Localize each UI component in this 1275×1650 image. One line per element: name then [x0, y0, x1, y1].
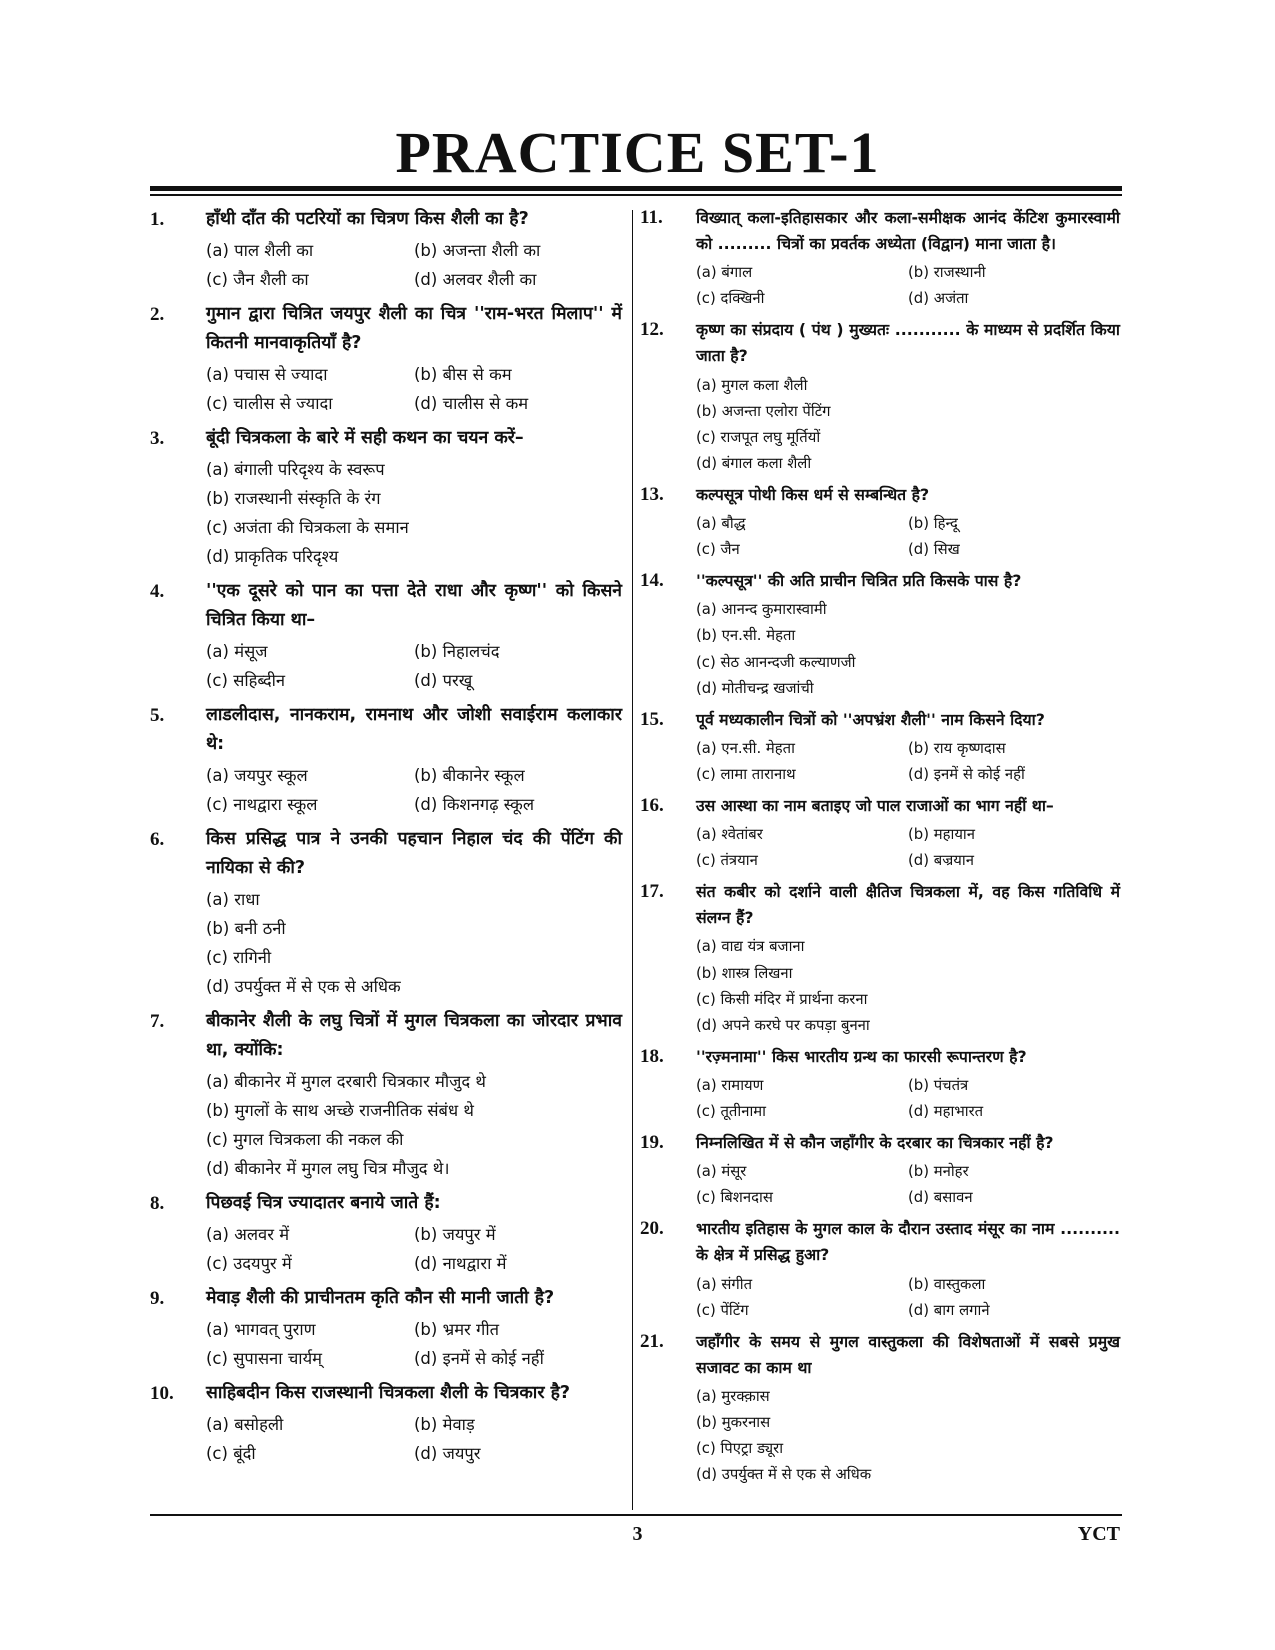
- answer-option: (d) मोतीचन्द्र खजांची: [696, 678, 814, 697]
- answer-option: (c) दक्खिनी: [696, 289, 765, 308]
- title-rule-thick: [150, 186, 1122, 191]
- question-block: [150, 424, 622, 571]
- answer-option: (b) शास्त्र लिखना: [696, 963, 793, 982]
- answer-option: (c) मुगल चित्रकला की नकल की: [206, 1130, 404, 1149]
- answer-options: [696, 372, 1120, 476]
- answer-options: [206, 1410, 622, 1468]
- answer-option: (d) महाभारत: [908, 1102, 984, 1120]
- question-number: 8.: [150, 1193, 165, 1214]
- answer-option: (b) पंचतंत्र: [908, 1075, 969, 1094]
- question-number: 12.: [640, 319, 664, 341]
- question-block: [150, 577, 622, 695]
- question-text: कल्पसूत्र पोथी किस धर्म से सम्बन्धित है?: [696, 484, 930, 504]
- answer-option: (a) अलवर में: [206, 1225, 290, 1244]
- answer-option: (a) आनन्द कुमारास्वामी: [696, 600, 827, 619]
- answer-option: (c) चालीस से ज्यादा: [206, 394, 333, 413]
- answer-option: (c) उदयपुर में: [206, 1254, 292, 1273]
- answer-option: (a) रामायण: [696, 1075, 764, 1094]
- answer-option: (a) मुगल कला शैली: [696, 375, 808, 394]
- answer-option: (b) हिन्दू: [908, 514, 958, 533]
- question-text: साहिबदीन किस राजस्थानी चित्रकला शैली के चित्रकार है?: [206, 1383, 571, 1403]
- answer-option: (c) बिशनदास: [696, 1188, 773, 1207]
- answer-options: [696, 821, 1120, 873]
- question-number: 7.: [150, 1011, 165, 1032]
- question-text: जहाँगीर के समय से मुगल वास्तुकला की विशेषताओं में सबसे प्रमुख सजावट का काम था: [696, 1331, 1120, 1377]
- question-text: विख्यात् कला-इतिहासकार और कला-समीक्षक आनंद केंटिश कुमारस्वामी को ......... चित्रों का प्रवर्तक अध्येता (विद्वान) माना जाता है।: [696, 208, 1120, 254]
- answer-option: (a) मुरक्क़ास: [696, 1386, 770, 1405]
- answer-option: (b) बीकानेर स्कूल: [414, 766, 525, 785]
- question-text: उस आस्था का नाम बताइए जो पाल राजाओं का भाग नहीं था–: [696, 795, 1054, 815]
- answer-option: (b) बनी ठनी: [206, 919, 286, 938]
- question-number: 16.: [640, 794, 664, 816]
- answer-options: [206, 1067, 622, 1183]
- question-number: 9.: [150, 1288, 165, 1309]
- question-text: संत कबीर को दर्शाने वाली क्षैतिज चित्रकला में, वह किस गतिविधि में संलग्न हैं?: [696, 882, 1120, 928]
- answer-options: [206, 1220, 622, 1278]
- answer-options: [696, 1383, 1120, 1487]
- answer-option: (d) अपने करघे पर कपड़ा बुनना: [696, 1015, 870, 1034]
- answer-option: (c) जैन: [696, 540, 740, 559]
- answer-option: (a) जयपुर स्कूल: [206, 766, 308, 785]
- question-block: [640, 1329, 1120, 1488]
- answer-option: (b) मेवाड़: [414, 1415, 475, 1434]
- answer-option: (d) बज्रयान: [908, 851, 974, 870]
- answer-option: (c) लामा तारानाथ: [696, 764, 796, 783]
- answer-options: [696, 735, 1120, 787]
- answer-option: (c) सुपासना चार्यम्: [206, 1349, 323, 1368]
- question-block: [640, 317, 1120, 476]
- page-number: 3: [632, 1523, 643, 1545]
- question-block: [150, 205, 622, 294]
- answer-option: (b) राय कृष्णदास: [908, 738, 1006, 757]
- question-number: 19.: [640, 1132, 664, 1154]
- question-number: 20.: [640, 1218, 664, 1240]
- publisher-mark: YCT: [1077, 1523, 1120, 1545]
- question-number: 3.: [150, 428, 165, 449]
- question-number: 4.: [150, 581, 165, 602]
- question-block: [640, 482, 1120, 562]
- answer-option: (d) अजंता: [908, 289, 969, 308]
- footer-rule: [150, 1514, 1122, 1516]
- answer-option: (d) इनमें से कोई नहीं: [908, 764, 1025, 783]
- question-text: बीकानेर शैली के लघु चित्रों में मुगल चित्रकला का जोरदार प्रभाव था, क्योंकि:: [206, 1011, 622, 1060]
- question-block: [640, 1216, 1120, 1322]
- question-number: 10.: [150, 1383, 174, 1404]
- answer-option: (d) बाग लगाने: [908, 1300, 990, 1319]
- answer-option: (c) तूतीनामा: [696, 1102, 767, 1120]
- answer-option: (d) बंगाल कला शैली: [696, 453, 812, 472]
- answer-option: (a) भागवत् पुराण: [206, 1320, 316, 1339]
- answer-options: [206, 761, 622, 819]
- answer-option: (d) उपर्युक्त में से एक से अधिक: [696, 1465, 872, 1484]
- answer-options: [696, 1158, 1120, 1210]
- question-block: [640, 707, 1120, 787]
- title-rule-thin: [150, 194, 1122, 196]
- answer-option: (c) किसी मंदिर में प्रार्थना करना: [696, 989, 868, 1008]
- answer-options: [696, 259, 1120, 311]
- answer-option: (b) वास्तुकला: [908, 1274, 986, 1293]
- answer-option: (d) परखू: [414, 671, 473, 690]
- right-question-column: [640, 205, 1120, 1493]
- answer-option: (b) मुकरनास: [696, 1413, 771, 1432]
- question-block: [150, 1379, 622, 1468]
- answer-options: [696, 1072, 1120, 1124]
- answer-option: (c) राजपूत लघु मूर्तियों: [696, 427, 821, 446]
- answer-option: (a) श्वेतांबर: [696, 825, 763, 844]
- column-divider: [632, 210, 633, 1510]
- question-number: 1.: [150, 209, 165, 230]
- answer-option: (b) जयपुर में: [414, 1225, 496, 1244]
- answer-option: (c) तंत्रयान: [696, 851, 758, 870]
- question-text: कृष्ण का संप्रदाय ( पंथ ) मुख्यतः ........... के माध्यम से प्रदर्शित किया जाता है?: [696, 320, 1120, 366]
- answer-options: [206, 236, 622, 294]
- question-text: ''रज़्मनामा'' किस भारतीय ग्रन्थ का फारसी रूपान्तरण है?: [696, 1046, 1027, 1066]
- answer-option: (a) संगीत: [696, 1274, 753, 1293]
- question-text: गुमान द्वारा चित्रित जयपुर शैली का चित्र ''राम-भरत मिलाप'' में कितनी मानवाकृतियाँ है?: [206, 304, 622, 353]
- question-number: 14.: [640, 570, 664, 592]
- question-number: 5.: [150, 705, 165, 726]
- answer-option: (c) सेठ आनन्दजी कल्याणजी: [696, 652, 856, 671]
- answer-option: (d) प्राकृतिक परिदृश्य: [206, 547, 339, 566]
- page-title: PRACTICE SET-1: [395, 120, 880, 185]
- answer-option: (b) राजस्थानी: [908, 263, 986, 282]
- answer-option: (b) निहालचंद: [414, 642, 500, 661]
- question-text: पूर्व मध्यकालीन चित्रों को ''अपभ्रंश शैली'' नाम किसने दिया?: [696, 709, 1045, 729]
- question-text: किस प्रसिद्ध पात्र ने उनकी पहचान निहाल चंद की पेंटिंग की नायिका से की?: [206, 829, 622, 878]
- question-number: 18.: [640, 1045, 664, 1067]
- answer-option: (c) पेंटिंग: [696, 1300, 749, 1319]
- question-block: [150, 1007, 622, 1183]
- answer-option: (c) रागिनी: [206, 948, 272, 967]
- answer-option: (d) उपर्युक्त में से एक से अधिक: [206, 977, 401, 996]
- answer-option: (b) अजन्ता शैली का: [414, 241, 541, 260]
- question-number: 13.: [640, 483, 664, 505]
- answer-option: (c) पिएट्रा ड्यूरा: [696, 1439, 784, 1458]
- answer-option: (b) राजस्थानी संस्कृति के रंग: [206, 489, 381, 508]
- answer-option: (d) जयपुर: [414, 1444, 481, 1463]
- answer-options: [696, 1271, 1120, 1323]
- answer-options: [206, 637, 622, 695]
- answer-option: (b) बीस से कम: [414, 365, 512, 384]
- question-block: [150, 701, 622, 819]
- question-text: ''एक दूसरे को पान का पत्ता देते राधा और कृष्ण'' को किसने चित्रित किया था–: [206, 581, 622, 630]
- question-text: मेवाड़ शैली की प्राचीनतम कृति कौन सी मानी जाती है?: [206, 1288, 555, 1308]
- answer-option: (b) मनोहर: [908, 1162, 969, 1181]
- question-block: [150, 1284, 622, 1373]
- answer-options: [206, 455, 622, 571]
- answer-option: (a) बीकानेर में मुगल दरबारी चित्रकार मौजुद थे: [206, 1072, 486, 1091]
- question-block: [640, 879, 1120, 1038]
- answer-option: (a) बंगाल: [696, 263, 753, 282]
- answer-option: (c) नाथद्वारा स्कूल: [206, 795, 318, 814]
- answer-option: (d) नाथद्वारा में: [414, 1254, 507, 1273]
- question-block: [640, 1130, 1120, 1210]
- answer-option: (a) बसोहली: [206, 1415, 284, 1434]
- answer-option: (a) मंसूज: [206, 642, 268, 661]
- answer-options: [206, 885, 622, 1001]
- question-block: [640, 568, 1120, 700]
- answer-option: (d) बसावन: [908, 1188, 973, 1207]
- answer-options: [696, 933, 1120, 1037]
- answer-options: [206, 360, 622, 418]
- answer-options: [696, 596, 1120, 700]
- answer-option: (c) बूंदी: [206, 1444, 256, 1463]
- question-number: 15.: [640, 708, 664, 730]
- answer-option: (a) पाल शैली का: [206, 241, 314, 260]
- question-number: 6.: [150, 829, 165, 850]
- answer-option: (b) एन.सी. मेहता: [696, 626, 796, 645]
- answer-option: (d) अलवर शैली का: [414, 270, 537, 289]
- question-text: बूंदी चित्रकला के बारे में सही कथन का चयन करें–: [206, 428, 524, 448]
- question-text: हाँथी दाँत की पटरियों का चित्रण किस शैली का है?: [206, 209, 529, 229]
- answer-option: (c) जैन शैली का: [206, 270, 309, 289]
- answer-option: (b) मुगलों के साथ अच्छे राजनीतिक संबंध थे: [206, 1101, 474, 1120]
- question-text: लाडलीदास, नानकराम, रामनाथ और जोशी सवाईराम कलाकार थे:: [206, 705, 622, 754]
- answer-option: (a) वाद्य यंत्र बजाना: [696, 937, 805, 956]
- question-number: 11.: [640, 207, 663, 228]
- answer-options: [206, 1315, 622, 1373]
- answer-option: (a) बौद्ध: [696, 514, 746, 533]
- answer-option: (d) चालीस से कम: [414, 394, 529, 413]
- answer-option: (d) सिख: [908, 540, 960, 559]
- question-block: [150, 825, 622, 1001]
- question-text: निम्नलिखित में से कौन जहाँगीर के दरबार का चित्रकार नहीं है?: [696, 1133, 1054, 1153]
- answer-option: (d) किशनगढ़ स्कूल: [414, 795, 535, 814]
- question-number: 21.: [640, 1330, 664, 1352]
- answer-option: (c) सहिब्दीन: [206, 671, 286, 690]
- question-block: [150, 300, 622, 418]
- question-text: भारतीय इतिहास के मुगल काल के दौरान उस्ताद मंसूर का नाम .......... के क्षेत्र में प्रसिद्ध हुआ?: [696, 1219, 1120, 1265]
- answer-option: (a) मंसूर: [696, 1162, 747, 1181]
- answer-option: (c) अजंता की चित्रकला के समान: [206, 518, 409, 537]
- answer-option: (b) भ्रमर गीत: [414, 1320, 500, 1339]
- answer-option: (a) पचास से ज्यादा: [206, 365, 328, 384]
- question-block: [640, 793, 1120, 873]
- answer-option: (a) एन.सी. मेहता: [696, 738, 795, 757]
- question-number: 17.: [640, 881, 664, 903]
- answer-option: (a) बंगाली परिदृश्य के स्वरूप: [206, 460, 385, 479]
- answer-option: (b) महायान: [908, 825, 976, 844]
- answer-option: (a) राधा: [206, 890, 260, 909]
- question-text: पिछवई चित्र ज्यादातर बनाये जाते हैं:: [206, 1193, 441, 1213]
- answer-options: [696, 510, 1120, 562]
- question-block: [640, 205, 1120, 311]
- question-text: ''कल्पसूत्र'' की अति प्राचीन चित्रित प्रति किसके पास है?: [696, 571, 1022, 591]
- answer-option: (d) बीकानेर में मुगल लघु चित्र मौजुद थे।: [206, 1159, 450, 1178]
- answer-option: (b) अजन्ता एलोरा पेंटिंग: [696, 401, 831, 420]
- question-number: 2.: [150, 304, 165, 325]
- question-block: [640, 1044, 1120, 1124]
- left-question-column: [150, 205, 622, 1474]
- answer-option: (d) इनमें से कोई नहीं: [414, 1349, 544, 1368]
- question-block: [150, 1189, 622, 1278]
